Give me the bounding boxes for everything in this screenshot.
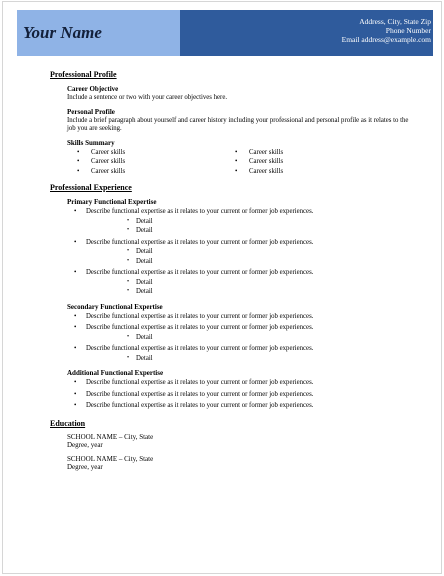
expertise-text[interactable]: Describe functional expertise as it relates to your current or former job experiences. [86,345,314,352]
expertise-bullet [50,312,410,322]
expertise-bullet [50,401,410,411]
expertise-bullet [50,378,410,388]
professional-experience-heading[interactable]: Professional Experience [50,183,132,192]
expertise-text[interactable]: Describe functional expertise as it relates to your current or former job experiences. [86,269,314,276]
skills-summary-block [67,139,410,148]
secondary-expertise-heading[interactable]: Secondary Functional Expertise [67,302,163,311]
primary-expertise-list [50,207,410,297]
skill-item[interactable]: • Career skills [67,157,225,167]
additional-expertise-heading[interactable]: Additional Functional Expertise [67,369,164,377]
school-name[interactable]: SCHOOL NAME – City, State [67,432,154,441]
skill-item[interactable]: • Career skills [225,148,383,158]
school-entry [67,433,410,450]
personal-profile-text[interactable]: Include a brief paragraph about yourself and career history including your professional and personal profile as it relates to the job you are seeking. [67,116,409,132]
detail-item[interactable]: • Detail [86,354,410,364]
career-objective-heading[interactable]: Career Objective [67,85,119,93]
personal-profile-heading[interactable]: Personal Profile [67,107,115,116]
detail-item[interactable]: • Detail [86,287,410,297]
address-text[interactable]: Address, City, State Zip [359,17,431,26]
skills-column-right [225,148,383,177]
email-text[interactable]: Email address@example.com [341,35,431,44]
expertise-text[interactable]: Describe functional expertise as it relates to your current or former job experiences. [86,208,314,215]
secondary-expertise-list [50,312,410,364]
phone-text[interactable]: Phone Number [385,26,431,35]
skills-list [67,148,410,177]
detail-item[interactable]: • Detail [86,333,410,343]
school-entry [67,455,410,472]
detail-item[interactable]: • Detail [86,257,410,267]
education-heading[interactable]: Education [50,418,86,428]
detail-item[interactable]: • Detail [86,247,410,257]
detail-list [86,278,410,297]
expertise-bullet [50,390,410,400]
detail-item[interactable]: • Detail [86,217,410,227]
resume-body [50,70,410,472]
professional-profile-heading[interactable]: Professional Profile [50,70,117,79]
primary-expertise-heading[interactable]: Primary Functional Expertise [67,198,157,206]
expertise-bullet [50,238,410,267]
expertise-bullet [50,207,410,236]
career-objective-block [67,85,410,103]
detail-list [86,333,410,343]
skill-item[interactable]: • Career skills [225,167,383,177]
school-name[interactable]: SCHOOL NAME – City, State [67,454,154,463]
expertise-bullet [50,268,410,297]
skills-column-left [67,148,225,177]
expertise-text[interactable]: Describe functional expertise as it relates to your current or former job experiences. [86,390,314,398]
school-degree[interactable]: Degree, year [67,463,103,471]
name-banner [17,10,180,56]
additional-expertise-block [67,369,410,378]
expertise-text[interactable]: Describe functional expertise as it relates to your current or former job experiences. [86,312,314,320]
detail-list [86,247,410,266]
resume-page [2,1,442,574]
person-name[interactable]: Your Name [23,23,102,42]
skill-item[interactable]: • Career skills [225,157,383,167]
expertise-bullet [50,323,410,342]
career-objective-text[interactable]: Include a sentence or two with your career objectives here. [67,94,228,101]
expertise-bullet [50,344,410,363]
additional-expertise-list [50,378,410,411]
contact-banner [180,10,433,56]
resume-header [17,10,433,56]
school-degree[interactable]: Degree, year [67,441,103,449]
expertise-text[interactable]: Describe functional expertise as it relates to your current or former job experiences. [86,379,314,386]
expertise-text[interactable]: Describe functional expertise as it relates to your current or former job experiences. [86,324,314,331]
secondary-expertise-block [67,303,410,312]
skills-summary-heading[interactable]: Skills Summary [67,138,115,147]
personal-profile-block [67,108,410,134]
detail-list [86,217,410,236]
detail-list [86,354,410,364]
expertise-text[interactable]: Describe functional expertise as it relates to your current or former job experiences. [86,238,314,246]
skill-item[interactable]: • Career skills [67,167,225,177]
expertise-text[interactable]: Describe functional expertise as it relates to your current or former job experiences. [86,402,314,409]
detail-item[interactable]: • Detail [86,278,410,288]
primary-expertise-block [67,198,410,207]
skill-item[interactable]: • Career skills [67,148,225,158]
detail-item[interactable]: • Detail [86,226,410,236]
